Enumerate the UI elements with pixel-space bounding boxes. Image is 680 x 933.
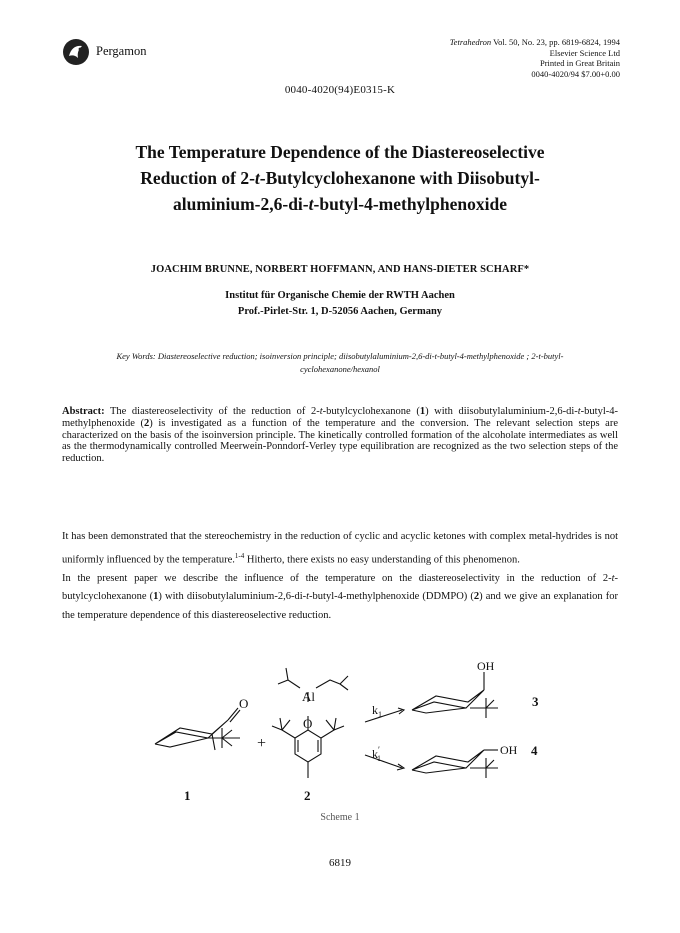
product-3-ring (412, 690, 484, 710)
copyright: Elsevier Science Ltd (549, 47, 620, 58)
ketone-ring (155, 720, 228, 744)
paragraph-1: It has been demonstrated that the stereochemistry in the reduction of cyclic and acyclic ketones with complex metal-hydrides is not uniformly influenced by the temperature.$^{1-4}$ Hitherto, there exists no easy understanding of this phenomenon. (62, 531, 618, 566)
product-4-ring (412, 750, 484, 770)
title-line-3: aluminium-2,6-di-t-butyl-4-methylphenoxide (172, 194, 507, 214)
compound-label-1: 1 (184, 788, 191, 803)
rate-constant-k1-prime: k (372, 747, 378, 761)
pergamon-logo-icon (62, 38, 90, 66)
ketone-oxygen-label: O (239, 696, 249, 711)
publisher-name: Pergamon (96, 44, 147, 58)
printed-in: Printed in Great Britain (539, 58, 620, 69)
paper-title (100, 139, 580, 217)
price-code: 0040-4020/94 $7.00+0.00 (531, 68, 620, 79)
citation: Vol. 50, No. 23, pp. 6819-6824, 1994 (493, 37, 620, 47)
aryl-ring (295, 730, 321, 762)
compound-label-2: 2 (304, 788, 311, 803)
title-line-1: The Temperature Dependence of the Diastereoselective (135, 142, 545, 162)
journal-header (450, 37, 620, 79)
author-list: JOACHIM BRUNNE, NORBERT HOFFMANN, AND HANS-DIETER SCHARF* (150, 264, 530, 275)
page-number: 6819 (329, 857, 351, 869)
scheme-caption: Scheme 1 (320, 812, 360, 823)
compound-label-3: 3 (532, 694, 539, 709)
affiliation-line-2: Prof.-Pirlet-Str. 1, D-52056 Aachen, Germany (237, 305, 443, 317)
aluminium-label: Al (302, 689, 315, 704)
journal-name: Tetrahedron (449, 37, 492, 47)
compound-label-4: 4 (531, 743, 538, 758)
reference-marker: 1-4 (234, 551, 245, 560)
phenoxide-oxygen-label: O (303, 716, 313, 731)
article-code: 0040-4020(94)E0315-K (284, 84, 396, 96)
hydroxyl-label-top: OH (477, 659, 495, 673)
keywords-line-2: cyclohexanone/hexanol (300, 364, 380, 374)
keywords-line-1: Key Words: Diastereoselective reduction; isoinversion principle; diisobutylaluminium-2,6-di-t-butyl-4-methylphenoxide ; 2-t-butyl- (116, 351, 564, 361)
plus-sign: + (257, 735, 267, 752)
affiliation-line-1: Institut für Organische Chemie der RWTH Aachen (225, 290, 455, 301)
title-line-2: Reduction of 2-t-Butylcyclohexanone with Diisobutyl- (140, 168, 540, 188)
abstract: Abstract: The diastereoselectivity of the reduction of 2-t-butylcyclohexanone (1) with diisobutylaluminium-2,6-di-t-butyl-4-methylphenoxide (2) is investigated as a function of the temperature and the conversion. The relevant selection steps are characterized on the basis of the isoinversion principle. The kinetically controlled formation of the alcoholate intermediates as well as the thermodynamically controlled Meerwein-Ponndorf-Verley type equilibration are recognized as the two selection steps of the reduction. (62, 406, 618, 465)
svg-text:k1: $k_1$ (372, 703, 382, 719)
body-text (62, 528, 618, 625)
paragraph-2: In the present paper we describe the influence of the temperature on the diastereoselectivity in the reduction of 2-t-butylcyclohexanone (1) with diisobutylaluminium-2,6-di-t-butyl-4-methylphenoxide (DDMPO) (2) and we give an explanation for the temperature dependence of this diastereoselective reduction. (62, 572, 618, 621)
rate-constant-k1: k (372, 703, 378, 717)
hydroxyl-label-right: OH (500, 743, 518, 757)
keywords (62, 350, 618, 376)
svg-text:k′1: k′ 1 (372, 745, 381, 763)
reaction-scheme (140, 650, 560, 830)
affiliation (60, 288, 620, 319)
abstract-label: Abstract: (62, 406, 105, 417)
